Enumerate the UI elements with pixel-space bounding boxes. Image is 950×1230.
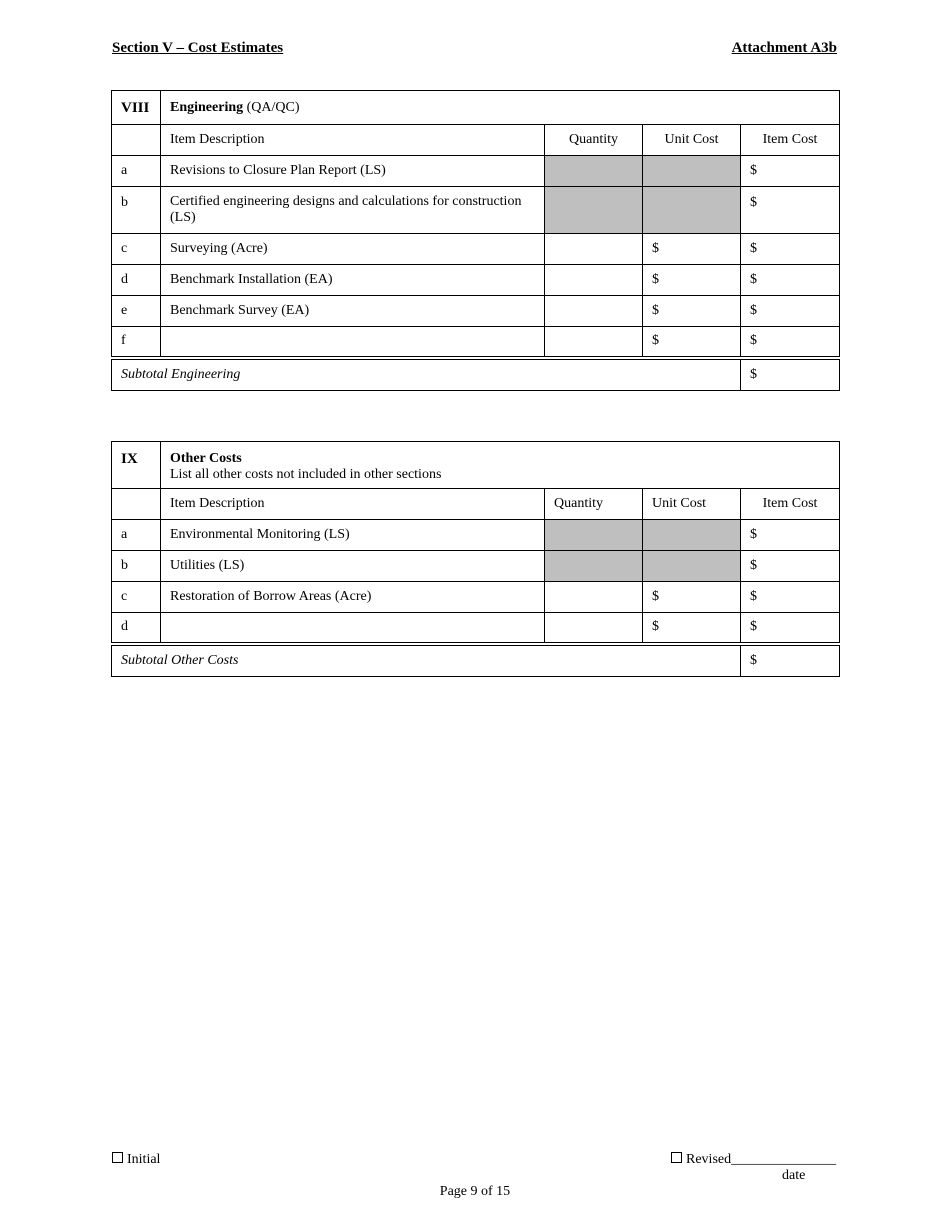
item-cost-cell[interactable]: $ (741, 613, 840, 644)
quantity-cell[interactable] (545, 582, 643, 613)
checkbox-icon[interactable] (112, 1152, 123, 1163)
section-header-row (112, 442, 840, 489)
row-letter: b (112, 187, 161, 234)
checkbox-icon[interactable] (671, 1152, 682, 1163)
row-description[interactable] (161, 613, 545, 644)
row-description: Restoration of Borrow Areas (Acre) (161, 582, 545, 613)
col-header-description: Item Description (161, 489, 545, 520)
col-header-unit-cost: Unit Cost (643, 489, 741, 520)
unit-cost-cell-shaded (643, 156, 741, 187)
unit-cost-cell[interactable]: $ (643, 296, 741, 327)
table-row (112, 520, 840, 551)
row-description[interactable] (161, 327, 545, 358)
table-row (112, 187, 840, 234)
quantity-cell-shaded (545, 156, 643, 187)
row-description: Environmental Monitoring (LS) (161, 520, 545, 551)
subtotal-label: Subtotal Other Costs (112, 644, 741, 677)
section-heading: Engineering (170, 100, 244, 115)
quantity-cell[interactable] (545, 265, 643, 296)
subtotal-value[interactable]: $ (741, 644, 840, 677)
table-row (112, 613, 840, 644)
section-header-row (112, 91, 840, 125)
item-cost-cell[interactable]: $ (741, 156, 840, 187)
engineering-cost-table (111, 90, 840, 391)
unit-cost-cell-shaded (643, 551, 741, 582)
col-header-item-cost: Item Cost (741, 125, 840, 156)
date-label: date (782, 1168, 806, 1183)
initial-label: Initial (127, 1152, 161, 1167)
quantity-cell-shaded (545, 187, 643, 234)
col-header-description: Item Description (161, 125, 545, 156)
section-title-cell (161, 91, 840, 125)
item-cost-cell[interactable]: $ (741, 551, 840, 582)
row-description: Certified engineering designs and calculations for construction (LS) (161, 187, 545, 234)
quantity-cell[interactable] (545, 296, 643, 327)
revised-option[interactable] (671, 1152, 836, 1168)
col-header-quantity: Quantity (545, 489, 643, 520)
subtotal-row (112, 358, 840, 391)
section-number: VIII (112, 91, 161, 125)
unit-cost-cell[interactable]: $ (643, 613, 741, 644)
row-letter: b (112, 551, 161, 582)
section-number: IX (112, 442, 161, 489)
row-letter: e (112, 296, 161, 327)
item-cost-cell[interactable]: $ (741, 187, 840, 234)
row-letter: a (112, 520, 161, 551)
col-header-unit-cost: Unit Cost (643, 125, 741, 156)
subtotal-row (112, 644, 840, 677)
quantity-cell[interactable] (545, 327, 643, 358)
blank-cell (112, 489, 161, 520)
unit-cost-cell[interactable]: $ (643, 234, 741, 265)
row-letter: d (112, 613, 161, 644)
table-row (112, 156, 840, 187)
row-letter: c (112, 582, 161, 613)
col-header-item-cost: Item Cost (741, 489, 840, 520)
col-header-quantity: Quantity (545, 125, 643, 156)
item-cost-cell[interactable]: $ (741, 520, 840, 551)
row-letter: f (112, 327, 161, 358)
item-cost-cell[interactable]: $ (741, 265, 840, 296)
unit-cost-cell-shaded (643, 187, 741, 234)
table-row (112, 296, 840, 327)
row-description: Benchmark Survey (EA) (161, 296, 545, 327)
section-title: Section V – Cost Estimates (112, 40, 284, 56)
unit-cost-cell[interactable]: $ (643, 265, 741, 296)
section-title-cell (161, 442, 840, 489)
unit-cost-cell[interactable]: $ (643, 327, 741, 358)
section-subtitle: List all other costs not included in other sections (170, 467, 442, 482)
row-description: Surveying (Acre) (161, 234, 545, 265)
blank-cell (112, 125, 161, 156)
row-letter: d (112, 265, 161, 296)
initial-option[interactable] (112, 1152, 160, 1168)
table-row (112, 327, 840, 358)
attachment-label: Attachment A3b (731, 40, 837, 56)
quantity-cell-shaded (545, 551, 643, 582)
row-description: Utilities (LS) (161, 551, 545, 582)
column-header-row (112, 489, 840, 520)
quantity-cell[interactable] (545, 234, 643, 265)
row-description: Revisions to Closure Plan Report (LS) (161, 156, 545, 187)
page-number: Page 9 of 15 (439, 1184, 511, 1199)
table-row (112, 265, 840, 296)
table-row (112, 551, 840, 582)
item-cost-cell[interactable]: $ (741, 582, 840, 613)
other-costs-table (111, 441, 840, 677)
revised-label: Revised_______________ (686, 1152, 837, 1167)
row-letter: c (112, 234, 161, 265)
quantity-cell-shaded (545, 520, 643, 551)
unit-cost-cell-shaded (643, 520, 741, 551)
subtotal-label: Subtotal Engineering (112, 358, 741, 391)
row-description: Benchmark Installation (EA) (161, 265, 545, 296)
section-heading: Other Costs (170, 451, 242, 466)
table-row (112, 582, 840, 613)
unit-cost-cell[interactable]: $ (643, 582, 741, 613)
item-cost-cell[interactable]: $ (741, 296, 840, 327)
quantity-cell[interactable] (545, 613, 643, 644)
item-cost-cell[interactable]: $ (741, 234, 840, 265)
item-cost-cell[interactable]: $ (741, 327, 840, 358)
section-heading-suffix: (QA/QC) (243, 100, 300, 115)
table-row (112, 234, 840, 265)
column-header-row (112, 125, 840, 156)
row-letter: a (112, 156, 161, 187)
subtotal-value[interactable]: $ (741, 358, 840, 391)
